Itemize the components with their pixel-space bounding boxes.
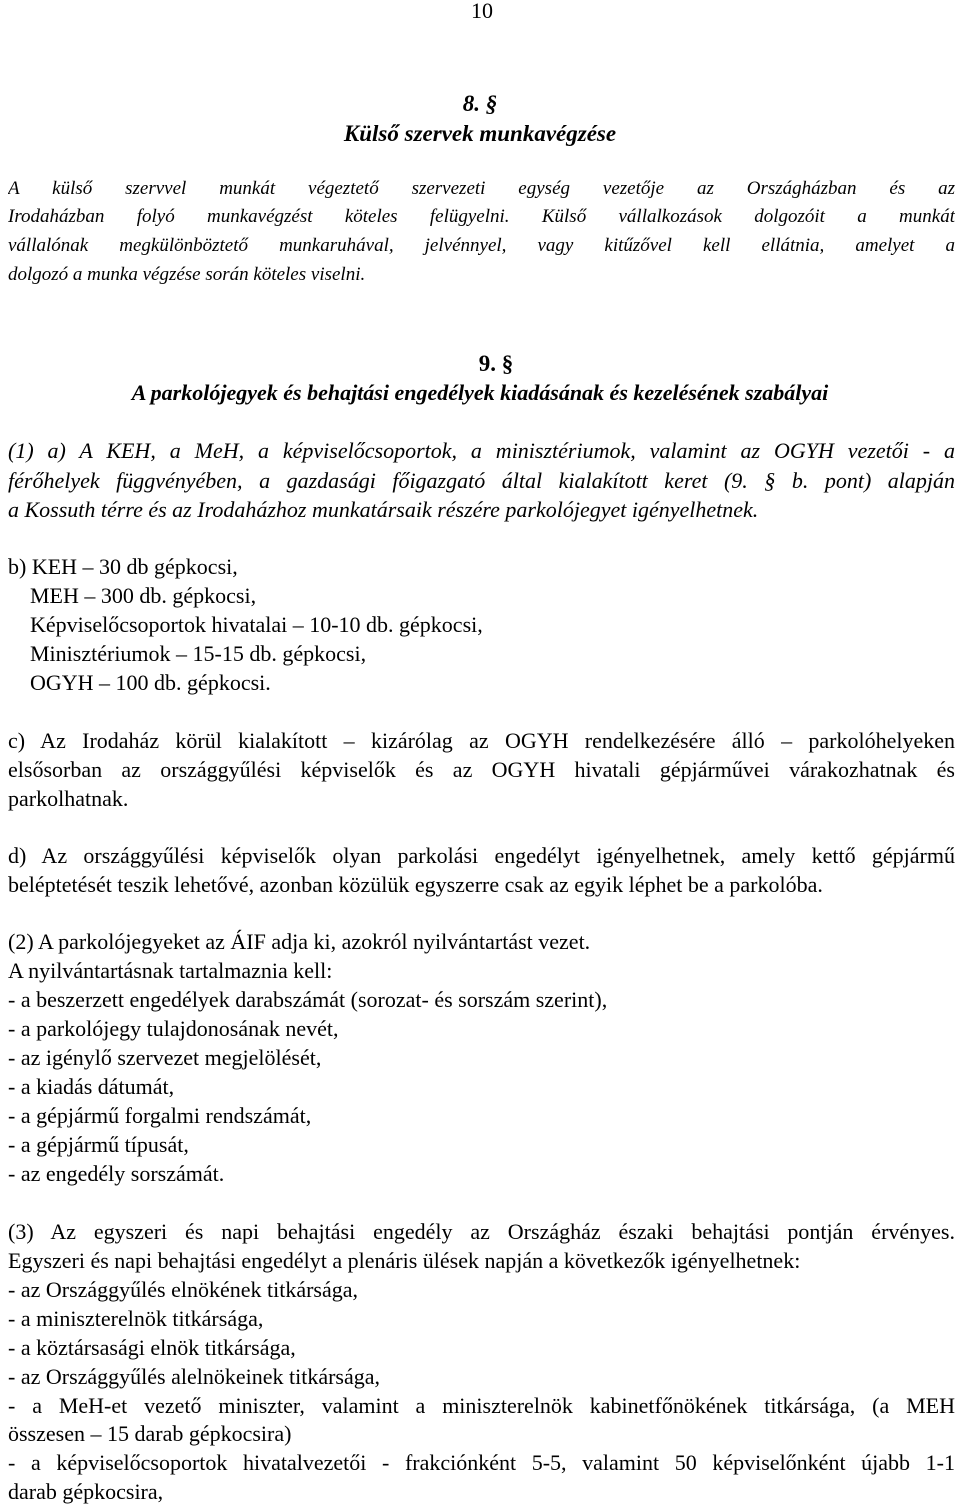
list-item: OGYH – 100 db. gépkocsi. [30,670,271,695]
section-heading: 8. § [462,91,498,116]
list-item: b) KEH – 30 db gépkocsi, [8,554,238,579]
list-item: - a parkolójegy tulajdonosának nevét, [8,1016,339,1041]
paragraph-line: vállalónak megkülönböztető munkaruhával, jelvénnyel, vagy kitűzővel kell ellátnia, amelyet a [8,235,955,256]
paragraph-line: beléptetését teszik lehetővé, azonban közülük egyszerre csak az egyik léphet be a parkolóba. [8,872,823,897]
list-item: - a kiadás dátumát, [8,1074,175,1099]
list-item: - a köztársasági elnök titkársága, [8,1335,296,1360]
list-item: - a gépjármű forgalmi rendszámát, [8,1103,312,1128]
section-title: A parkolójegyek és behajtási engedélyek kiadásának és kezelésének szabályai [131,380,829,405]
paragraph-line: A nyilvántartásnak tartalmaznia kell: [8,958,333,983]
list-item: MEH – 300 db. gépkocsi, [30,583,257,608]
paragraph-line: dolgozó a munka végzése során köteles viselni. [8,264,366,285]
list-item: - a miniszterelnök titkársága, [8,1306,264,1331]
paragraph-line: (3) Az egyszeri és napi behajtási engedély az Országház északi behajtási pontján érvényes. [8,1219,955,1244]
paragraph-line: Egyszeri és napi behajtási engedélyt a plenáris ülések napján a következők igényelhetnek: [8,1248,801,1273]
list-item: - az Országgyűlés elnökének titkársága, [8,1277,359,1302]
paragraph-line: Irodaházban folyó munkavégzést köteles felügyelni. Külső vállalkozások dolgozóit a munkát [8,206,955,227]
list-item: - az igénylő szervezet megjelölését, [8,1045,322,1070]
paragraph-line: d) Az országgyűlési képviselők olyan parkolási engedélyt igényelhetnek, amely kettő gépjármű [8,843,955,868]
page-number: 10 [471,0,493,23]
section-heading: 9. § [478,351,514,376]
list-item-continuation: összesen – 15 darab gépkocsira) [8,1421,292,1446]
paragraph-line: c) Az Irodaház körül kialakított – kizárólag az OGYH rendelkezésére álló – parkolóhelyeken [8,728,955,753]
list-item: Minisztériumok – 15-15 db. gépkocsi, [30,641,367,666]
list-item-continuation: darab gépkocsira, [8,1479,164,1504]
list-item: - a képviselőcsoportok hivatalvezetői - frakciónként 5-5, valamint 50 képviselőnként újabb 1-1 [8,1450,955,1475]
list-item: - a gépjármű típusát, [8,1132,189,1157]
list-item: Képviselőcsoportok hivatalai – 10-10 db. gépkocsi, [30,612,483,637]
list-item: - az Országgyűlés alelnökeinek titkársága, [8,1364,381,1389]
paragraph-line: férőhelyek függvényében, a gazdasági főigazgató által kialakított keret (9. § b. pont) alapján [8,468,955,493]
paragraph-line: (1) a) A KEH, a MeH, a képviselőcsoportok, a minisztériumok, valamint az OGYH vezetői - a [8,438,955,463]
section-title: Külső szervek munkavégzése [343,121,617,146]
list-item: - a beszerzett engedélyek darabszámát (sorozat- és sorszám szerint), [8,987,608,1012]
paragraph-line: A külső szervvel munkát végeztető szervezeti egység vezetője az Országházban és az [8,178,955,199]
list-item: - a MeH-et vezető miniszter, valamint a miniszterelnök kabinetfőnökének titkársága, (a MEH [8,1393,955,1418]
paragraph-line: (2) A parkolójegyeket az ÁIF adja ki, azokról nyilvántartást vezet. [8,929,591,954]
list-item: - az engedély sorszámát. [8,1161,225,1186]
paragraph-line: parkolhatnak. [8,786,129,811]
paragraph-line: a Kossuth térre és az Irodaházhoz munkatársaik részére parkolójegyet igényelhetnek. [8,497,759,522]
paragraph-line: elsősorban az országgyűlési képviselők és az OGYH hivatali gépjárművei várakozhatnak és [8,757,955,782]
